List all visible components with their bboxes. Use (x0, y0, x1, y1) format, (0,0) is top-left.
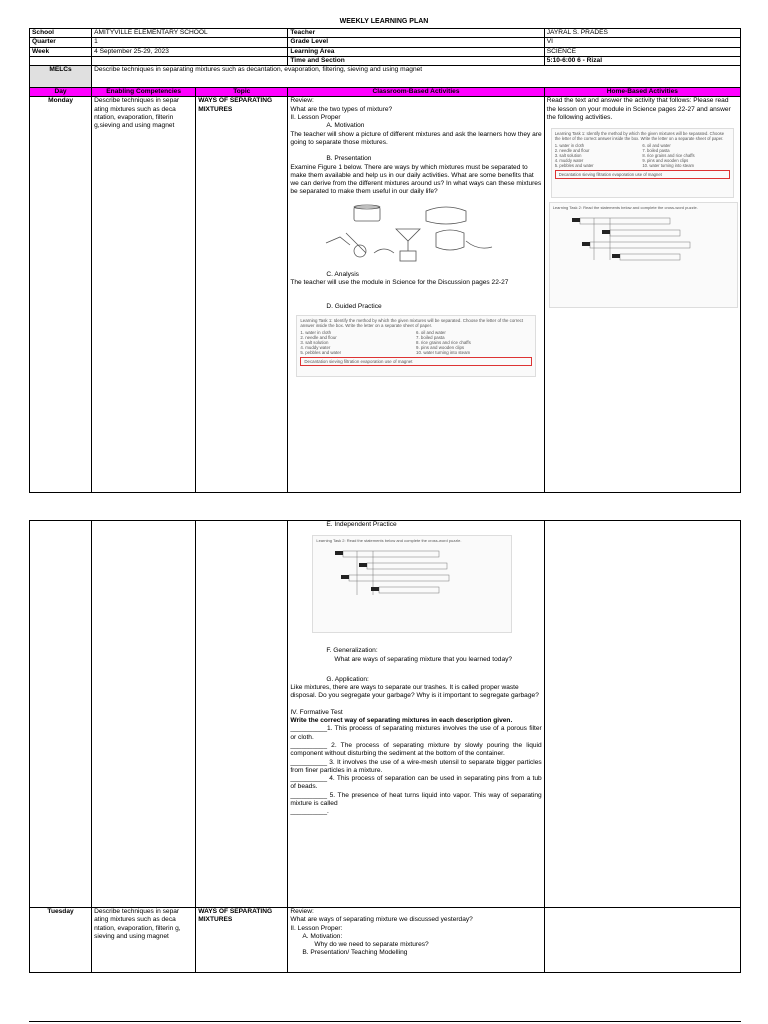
application-text: Like mixtures, there are ways to separate our trashes. It is called proper waste disposal. Do you segregate your garbage? Why is it important to segregate garbage? (290, 684, 539, 700)
home-task-1-image (551, 128, 734, 198)
formative-item-3: __________ 3. It involves the use of a wire-mesh utensil to separate bigger particles from finer particles in a mixture. (290, 758, 542, 774)
generalization-heading: F. Generalization: (326, 647, 378, 655)
tuesday-topic: WAYS OF SEPARATING MIXTURES (196, 908, 288, 973)
learning-task-2-image (312, 535, 511, 633)
teacher-value: JAYRAL S. PRADES (544, 29, 740, 38)
tuesday-lesson-heading: II. Lesson Proper: (290, 924, 343, 932)
formative-test-heading: IV. Formative Test (290, 708, 343, 716)
home-task1-item: 3. salt solution (554, 153, 582, 159)
presentation-text: Examine Figure 1 below. There are ways by which mixtures must be separated to make them available and help us in our daily activities. What are some benefits that we can derive from the different mixtures around us? In what ways can these mixtures be separated to make them useful in our daily life? (290, 163, 542, 196)
generalization-question: What are ways of separating mixture that you learned today? (334, 655, 513, 663)
learning-task-1-image (296, 315, 535, 377)
teacher-label: Teacher (288, 29, 544, 38)
area-value: SCIENCE (544, 47, 740, 56)
task1-item: 10. water turning into steam (416, 349, 471, 355)
home-task1-title: Learning Task 1: Identify the method by which the given mixtures will be separated. Choose the letter of the correct answer inside the box. Write the letter on a separate sheet of paper. (554, 131, 725, 142)
home-task1-item: 4. muddy water (554, 158, 584, 164)
task1-item: 8. rice grains and rice chaffs (416, 339, 471, 345)
weekly-plan-page-1 (29, 28, 741, 493)
task1-item: 9. pins and wooden clips (416, 344, 465, 350)
lesson-heading: II. Lesson Proper (290, 114, 341, 122)
column-header-row (30, 88, 741, 97)
task1-item: 3. salt solution (300, 339, 329, 345)
formative-item-5-blank: __________. (290, 808, 329, 816)
week-label: Week (30, 47, 92, 56)
school-label: School (30, 29, 92, 38)
crossword-puzzle-grid (313, 545, 493, 607)
task1-item: 4. muddy water (300, 344, 331, 350)
figure-1-image (316, 203, 521, 267)
col-home: Home-Based Activities (544, 88, 740, 97)
task1-item: 1. water in cloth (300, 329, 332, 335)
monday-home (544, 97, 740, 493)
task1-item: 2. needle and flour (300, 334, 337, 340)
plan-table-2 (29, 520, 741, 973)
formative-item-4: __________ 4. This process of separation can be used in separating pins from a tub of beads. (290, 775, 542, 791)
formative-item-5: __________ 5. The presence of heat turns liquid into vapor. This way of separating mixture is called (290, 791, 542, 808)
col-competencies: Enabling Competencies (92, 88, 196, 97)
melcs-label: MELCs (30, 66, 92, 88)
quarter-value: 1 (92, 38, 288, 47)
home-task1-item: 10. water turning into steam (642, 163, 695, 169)
col-classroom: Classroom-Based Activities (288, 88, 544, 97)
presentation-heading: B. Presentation (326, 155, 372, 163)
review-heading: Review: (290, 97, 314, 105)
home-task1-item: 7. boiled pasta (642, 148, 670, 154)
monday-row (30, 97, 741, 493)
tuesday-review-question: What are ways of separating mixture we discussed yesterday? (290, 916, 473, 924)
col-day: Day (30, 88, 92, 97)
home-task2-title: Learning Task 2: Read the statements below and complete the cross-word puzzle. (552, 205, 698, 211)
grade-label: Grade Level (288, 38, 544, 47)
home-instructions: Read the text and answer the activity that follows: Please read the lesson on your module in Science pages 22-27 and answer the following activities. (546, 97, 731, 122)
grade-value: VI (544, 38, 740, 47)
home-task1-item: 2. needle and flour (554, 148, 590, 154)
guided-practice-heading: D. Guided Practice (326, 303, 382, 311)
monday-continued-row (30, 521, 741, 908)
plan-table-1 (29, 28, 741, 493)
tuesday-row (30, 908, 741, 973)
area-label: Learning Area (288, 47, 544, 56)
time-value: 5:10-6:00 6 - Rizal (544, 56, 740, 65)
formative-item-1: __________1. This process of separating mixtures involves the use of a porous filter or cloth. (290, 725, 542, 741)
separation-apparatus-illustration (316, 203, 506, 267)
school-value: AMITYVILLE ELEMENTARY SCHOOL (92, 29, 288, 38)
task1-choices-box: Decantation sieving filtration evaporation use of magnet (300, 357, 531, 366)
home-task1-choices-box: Decantation sieving filtration evaporation use of magnet (555, 170, 730, 179)
tuesday-classroom (288, 908, 544, 973)
tuesday-competency: Describe techniques in separ ating mixtures such as deca ntation, evaporation, filterin g, sieving and using magnet (92, 908, 196, 973)
monday-classroom (288, 97, 544, 493)
formative-directions: Write the correct way of separating mixtures in each description given. (290, 717, 513, 725)
home-task1-item: 5. pebbles and water (554, 163, 594, 169)
tuesday-motivation-heading: A. Motivation: (302, 932, 343, 940)
home-task1-item: 8. rice grains and rice chaffs (642, 153, 695, 159)
tuesday-motivation-question: Why do we need to separate mixtures? (314, 941, 429, 949)
melcs-value: Describe techniques in separating mixtures such as decantation, evaporation, filtering, sieving and using magnet (92, 66, 741, 88)
motivation-text: The teacher will show a picture of different mixtures and ask the learners how they are going to separate those mixtures. (290, 130, 542, 146)
monday-competency: Describe techniques in separ ating mixtures such as deca ntation, evaporation, filterin g,sieving and using magnet (92, 97, 196, 493)
home-task1-item: 9. pins and wooden clips (642, 158, 689, 164)
task1-item: 5. pebbles and water (300, 349, 342, 355)
review-question: What are the two types of mixture? (290, 105, 393, 113)
application-heading: G. Application: (326, 675, 369, 683)
formative-item-2: __________ 2. The process of separating mixture by slowly pouring the liquid component without disturbing the sediment at the bottom of the container. (290, 741, 542, 758)
tuesday-presentation-heading: B. Presentation/ Teaching Modelling (302, 949, 408, 957)
task1-item: 7. boiled pasta (416, 334, 445, 340)
quarter-label: Quarter (30, 38, 92, 47)
crossword-puzzle-grid (550, 212, 736, 272)
col-topic: Topic (196, 88, 288, 97)
analysis-text: The teacher will use the module in Science for the Discussion pages 22-27 (290, 279, 509, 287)
week-value: 4 September 25-29, 2023 (92, 47, 288, 56)
time-label: Time and Section (288, 56, 544, 65)
monday-day: Monday (30, 97, 92, 493)
tuesday-review-heading: Review: (290, 908, 314, 915)
analysis-heading: C. Analysis (326, 270, 359, 278)
monday-classroom-continued (288, 521, 544, 908)
motivation-heading: A. Motivation (326, 122, 365, 130)
page-3-top-border (29, 1021, 741, 1022)
task1-title: Learning Task 1: Identify the method by which the given mixtures will be separated. Choose the letter of the correct answer inside the box. Write the letter on a separate sheet of paper. (300, 317, 524, 328)
weekly-plan-page-2 (29, 520, 741, 973)
home-task-2-image (549, 202, 738, 308)
monday-topic: WAYS OF SEPARATING MIXTURES (196, 97, 288, 493)
tuesday-day: Tuesday (30, 908, 92, 973)
independent-practice-heading: E. Independent Practice (326, 521, 397, 528)
page-title: WEEKLY LEARNING PLAN (339, 18, 429, 25)
home-task1-item: 1. water in cloth (554, 143, 585, 149)
task1-item: 6. oil and water (416, 329, 446, 335)
task2-title: Learning Task 2: Read the statements below and complete the cross-word puzzle. (316, 538, 462, 544)
home-task1-item: 6. oil and water (642, 143, 671, 149)
